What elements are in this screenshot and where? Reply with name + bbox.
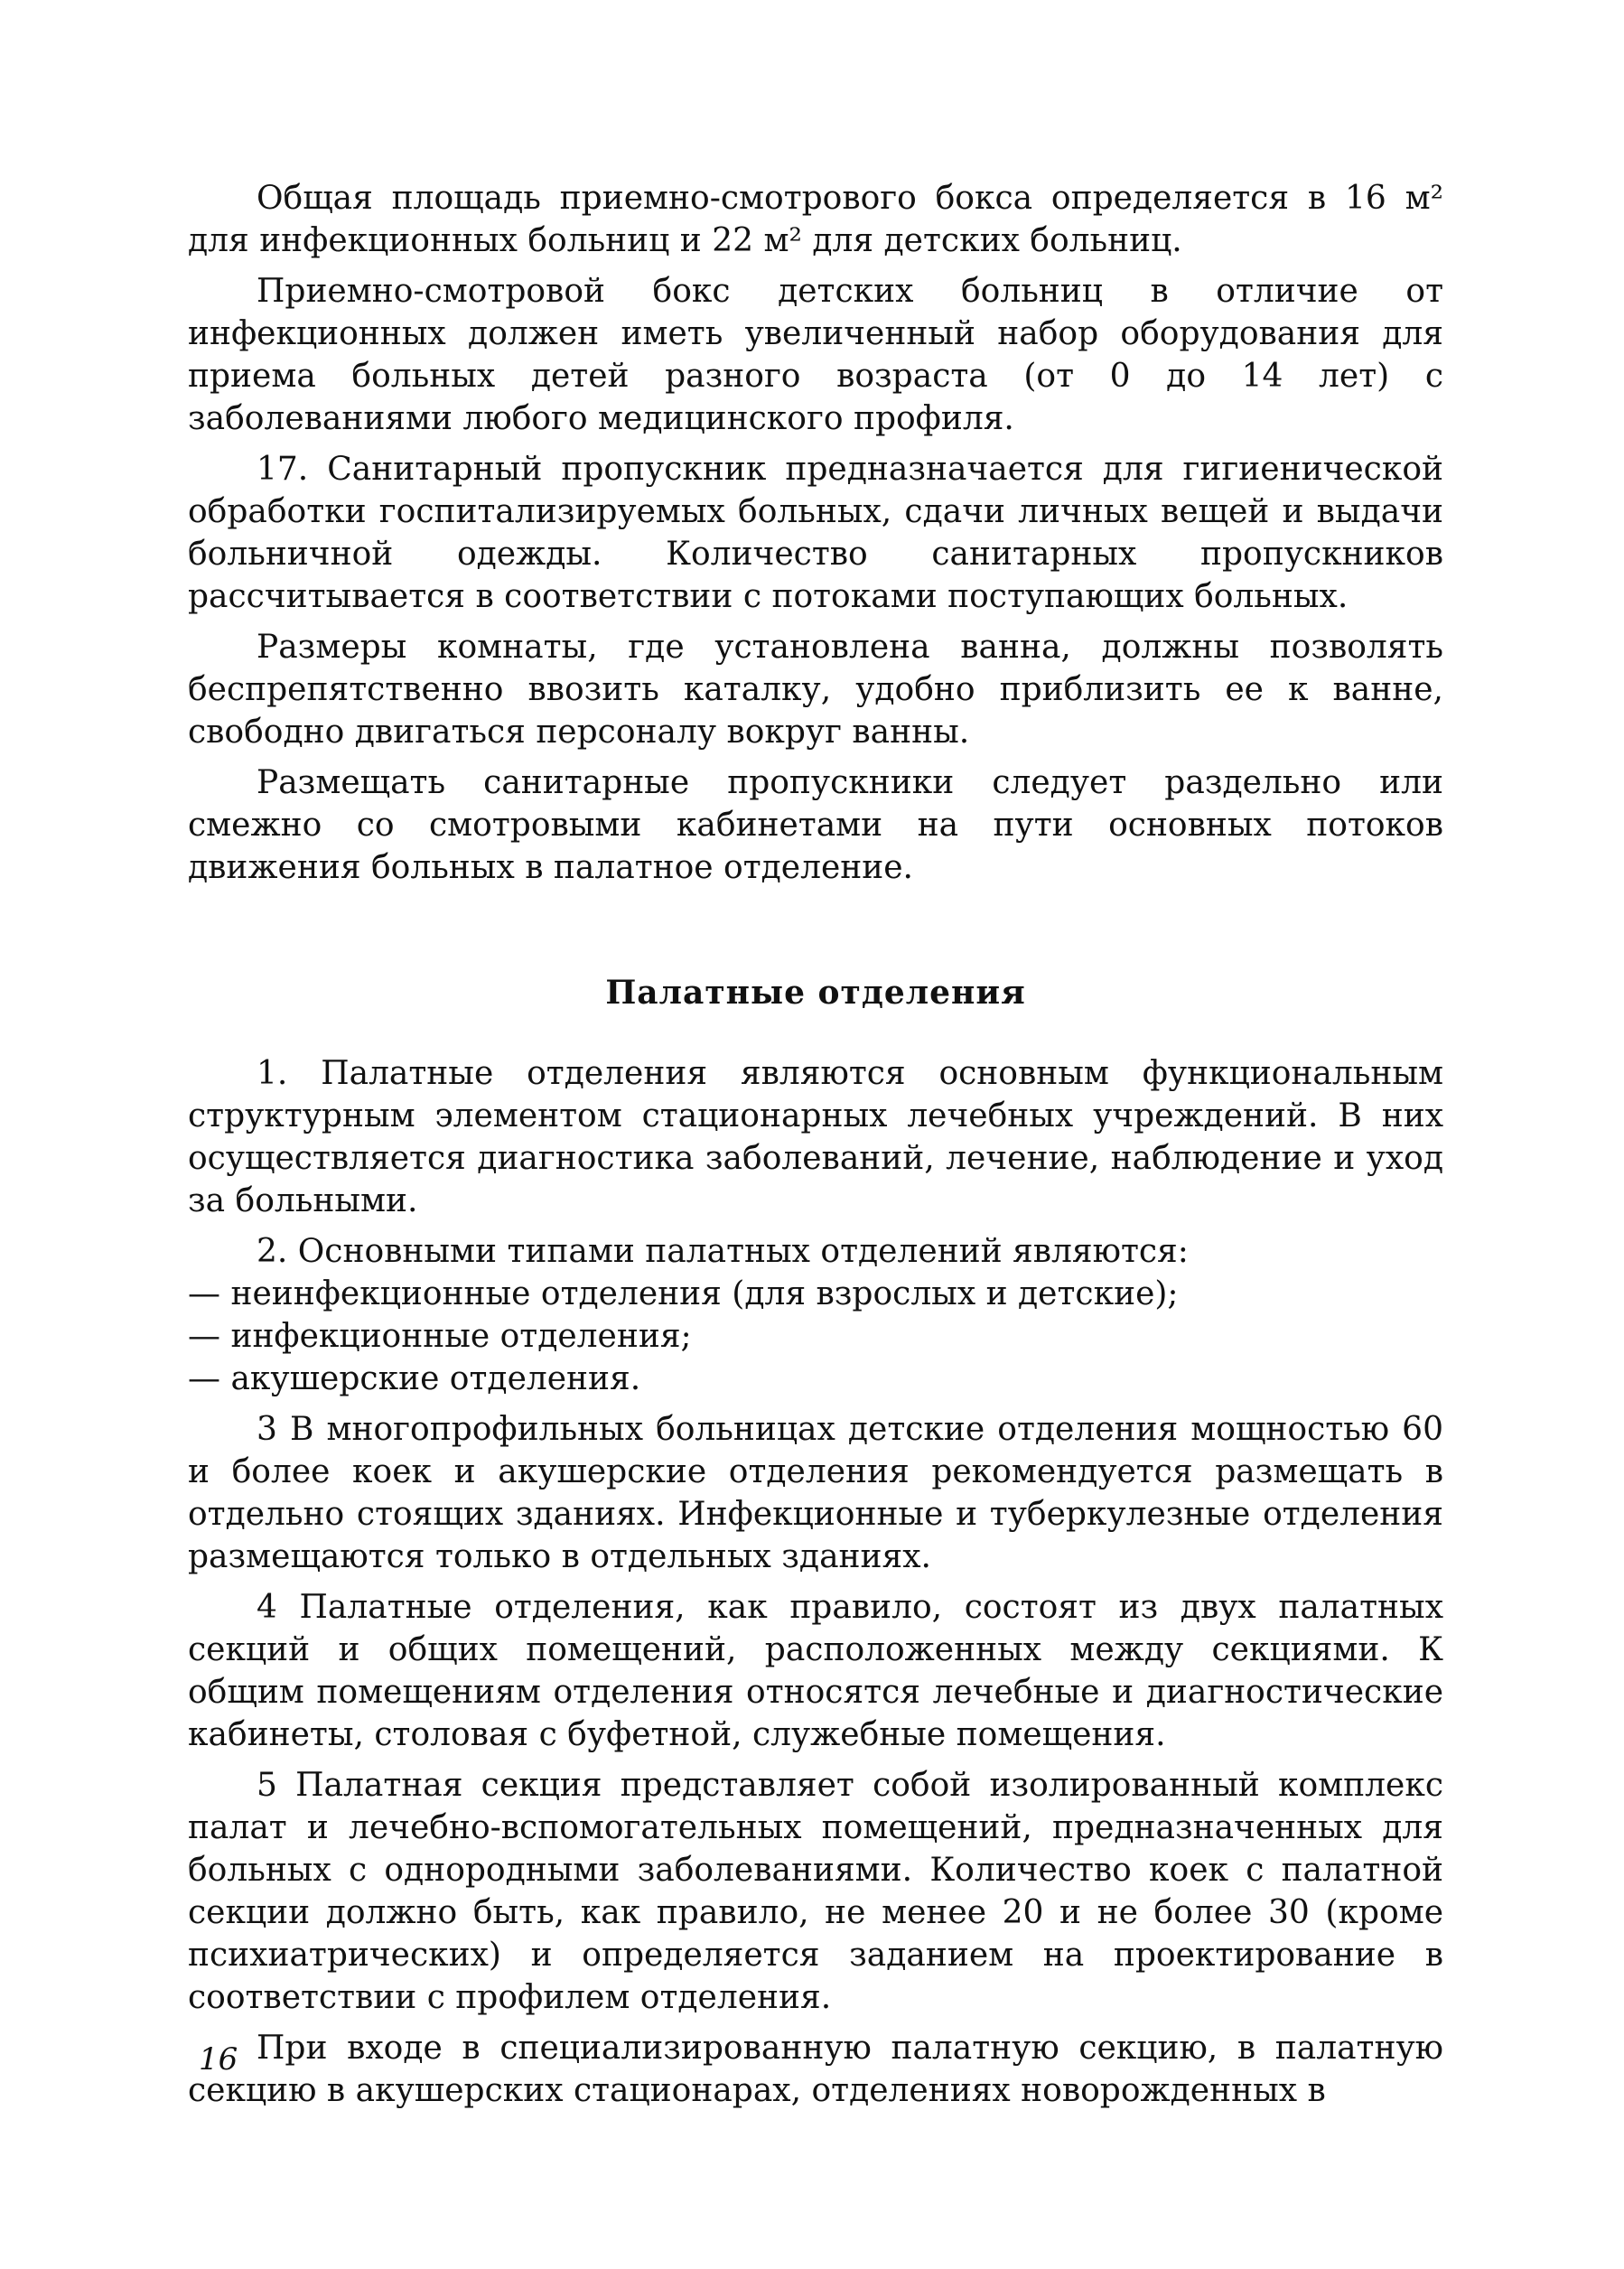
paragraph-ward-4: 4 Палатные отделения, как правило, состоят из двух палатных секций и общих помещений, расположенных между секциями. К общим помещениям отделения относятся лечебные и диагностические кабинеты, столовая с буфетной, служебные помещения. [188, 1589, 1443, 1753]
paragraph-checkpoint-placement: Размещать санитарные пропускники следует раздельно или смежно со смотровыми кабинетами на пути основных потоков движения больных в палатное отделение. [188, 764, 1443, 886]
paragraph-ward-2: 2. Основными типами палатных отделений являются: [257, 1233, 1189, 1270]
page-content [188, 177, 1443, 2120]
paragraph-sanitary-checkpoint: 17. Санитарный пропускник предназначается для гигиенической обработки госпитализируемых больных, сдачи личных вещей и выдачи больничной одежды. Количество санитарных пропускников рассчитывается в соответствии с потоками поступающих больных. [188, 451, 1443, 615]
paragraph-bath-room: Размеры комнаты, где установлена ванна, должны позволять беспрепятственно ввозить каталку, удобно приблизить ее к ванне, свободно двигаться персоналу вокруг ванны. [188, 629, 1443, 751]
list-item: — неинфекционные отделения (для взрослых и детские); [188, 1275, 1179, 1312]
page-number: 16 [199, 2041, 238, 2078]
paragraph-ward-5: 5 Палатная секция представляет собой изолированный комплекс палат и лечебно-вспомогательных помещений, предназначенных для больных с однородными заболеваниями. Количество коек с палатной секции должно быть, как правило, не менее 20 и не более 30 (кроме психиатрических) и определяется заданием на проектирование в соответствии с профилем отделения. [188, 1767, 1443, 2016]
paragraph-ward-6: При входе в специализированную палатную секцию, в палатную секцию в акушерских стационарах, отделениях новорожденных в [188, 2030, 1443, 2109]
list-item: — акушерские отделения. [188, 1360, 641, 1397]
paragraph-box-equipment: Приемно-смотровой бокс детских больниц в отличие от инфекционных должен иметь увеличенный набор оборудования для приема больных детей разного возраста (от 0 до 14 лет) с заболеваниями любого медицинского профиля. [188, 273, 1443, 437]
paragraph-box-area: Общая площадь приемно-смотрового бокса определяется в 16 м² для инфекционных больниц и 22 м² для детских больниц. [188, 180, 1443, 259]
paragraph-ward-1: 1. Палатные отделения являются основным функциональным структурным элементом стационарных лечебных учреждений. В них осуществляется диагностика заболеваний, лечение, наблюдение и уход за больными. [188, 1055, 1443, 1219]
paragraph-ward-3: 3 В многопрофильных больницах детские отделения мощностью 60 и более коек и акушерские отделения рекомендуется размещать в отдельно стоящих зданиях. Инфекционные и туберкулезные отделения размещаются только в отдельных зданиях. [188, 1411, 1443, 1575]
list-item: — инфекционные отделения; [188, 1318, 692, 1355]
section-heading: Палатные отделения [605, 974, 1026, 1012]
